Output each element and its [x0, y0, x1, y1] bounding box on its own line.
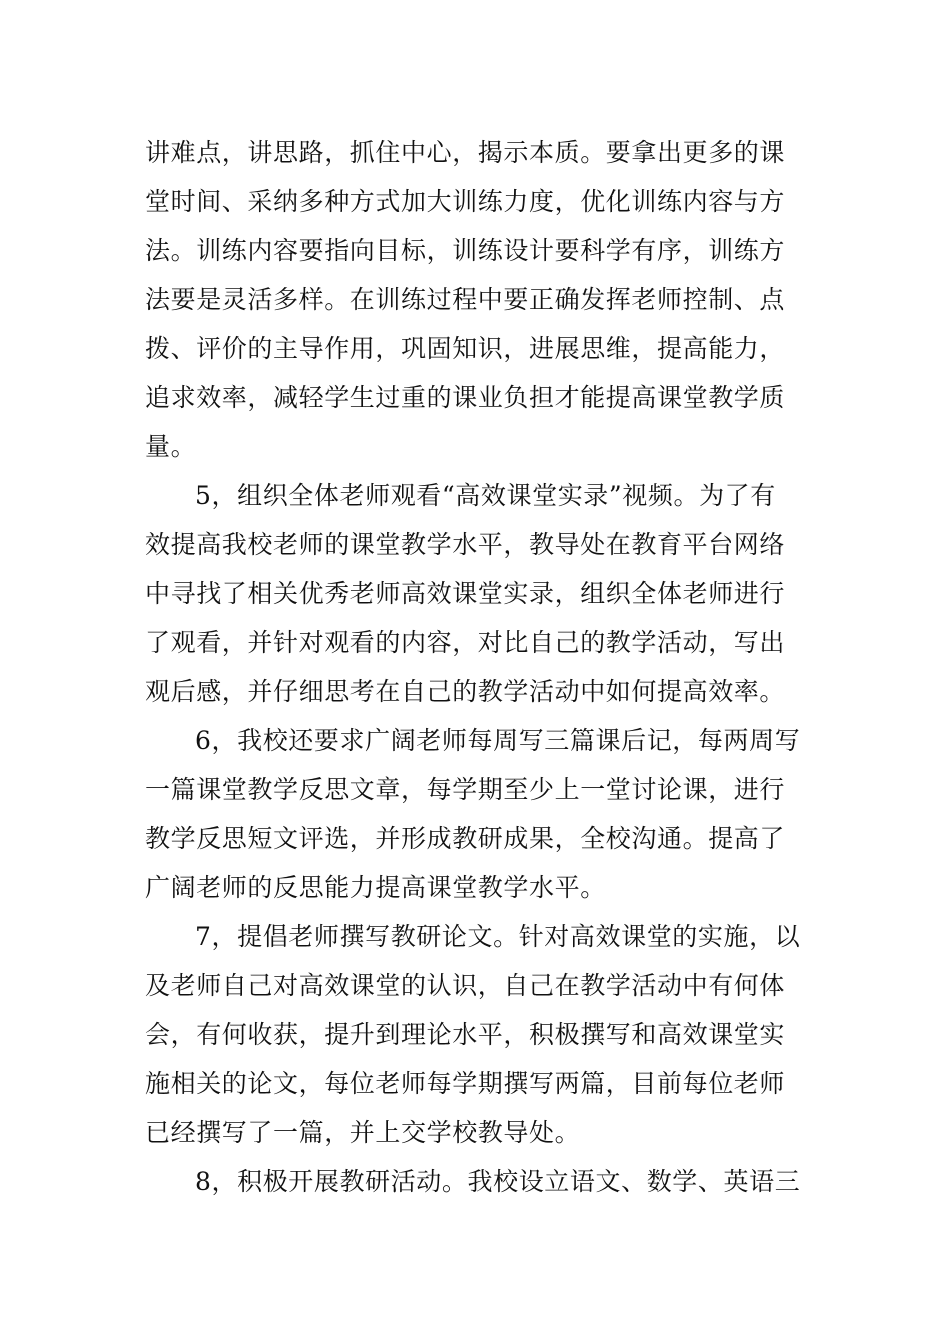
document-body	[145, 128, 810, 1206]
text-line: 广阔老师的反思能力提高课堂教学水平。	[145, 873, 606, 902]
text-line: 7，提倡老师撰写教研论文。针对高效课堂的实施，以	[195, 922, 801, 951]
text-line: 中寻找了相关优秀老师高效课堂实录，组织全体老师进行	[145, 579, 786, 608]
text-line: 追求效率，减轻学生过重的课业负担才能提高课堂教学质	[145, 383, 786, 412]
text-line: 已经撰写了一篇，并上交学校教导处。	[145, 1118, 581, 1147]
text-line: 量。	[145, 432, 197, 461]
text-line: 一篇课堂教学反思文章，每学期至少上一堂讨论课，进行	[145, 775, 786, 804]
paragraph-item-6	[145, 716, 810, 912]
paragraph-item-8	[145, 1157, 810, 1206]
paragraph-item-7	[145, 912, 810, 1157]
paragraph-continuation	[145, 128, 810, 471]
text-line: 观后感，并仔细思考在自己的教学活动中如何提高效率。	[145, 677, 786, 706]
text-line: 5，组织全体老师观看“高效课堂实录”视频。为了有	[195, 481, 776, 510]
text-line: 8，积极开展教研活动。我校设立语文、数学、英语三	[195, 1167, 801, 1196]
text-line: 教学反思短文评选，并形成教研成果，全校沟通。提高了	[145, 824, 786, 853]
text-line: 讲难点，讲思路，抓住中心，揭示本质。要拿出更多的课	[145, 138, 786, 167]
text-line: 施相关的论文，每位老师每学期撰写两篇，目前每位老师	[145, 1069, 786, 1098]
text-line: 法要是灵活多样。在训练过程中要正确发挥老师控制、点	[145, 285, 786, 314]
paragraph-item-5	[145, 471, 810, 716]
text-line: 会，有何收获，提升到理论水平，积极撰写和高效课堂实	[145, 1020, 786, 1049]
text-line: 法。训练内容要指向目标，训练设计要科学有序，训练方	[145, 236, 786, 265]
text-line: 及老师自己对高效课堂的认识，自己在教学活动中有何体	[145, 971, 786, 1000]
text-line: 拨、评价的主导作用，巩固知识，进展思维，提高能力，	[145, 334, 786, 363]
text-line: 6，我校还要求广阔老师每周写三篇课后记，每两周写	[195, 726, 801, 755]
text-line: 了观看，并针对观看的内容，对比自己的教学活动，写出	[145, 628, 786, 657]
text-line: 效提高我校老师的课堂教学水平，教导处在教育平台网络	[145, 530, 786, 559]
text-line: 堂时间、采纳多种方式加大训练力度，优化训练内容与方	[145, 187, 786, 216]
